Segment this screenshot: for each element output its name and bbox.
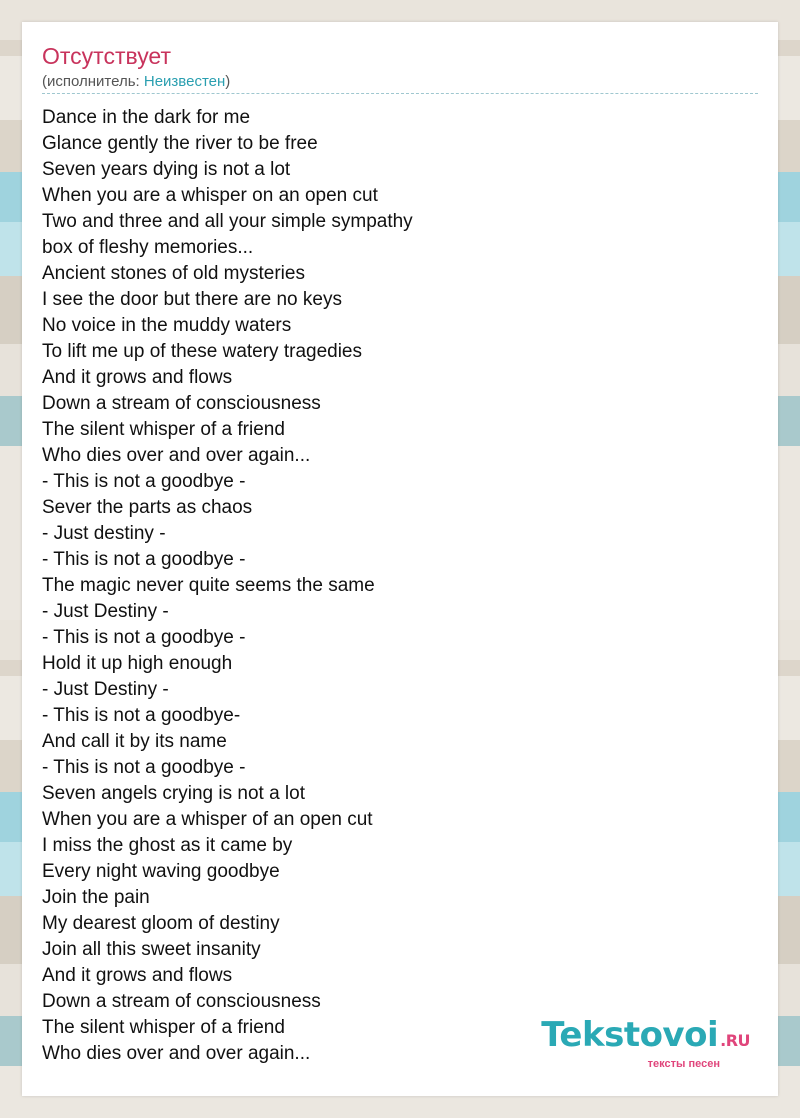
- lyric-line: Seven years dying is not a lot: [42, 159, 291, 180]
- lyric-line: I miss the ghost as it came by: [42, 835, 293, 856]
- artist-suffix: ): [225, 73, 231, 90]
- lyric-line: The silent whisper of a friend: [42, 1017, 285, 1038]
- lyric-line: When you are a whisper of an open cut: [42, 809, 373, 830]
- lyric-line: Down a stream of consciousness: [42, 393, 321, 414]
- lyric-line: - This is not a goodbye -: [42, 471, 246, 492]
- lyric-line: Glance gently the river to be free: [42, 133, 318, 154]
- lyric-line: - Just Destiny -: [42, 601, 169, 622]
- lyric-line: Hold it up high enough: [42, 653, 233, 674]
- lyric-line: - This is not a goodbye -: [42, 549, 246, 570]
- artist-link[interactable]: Неизвестен: [143, 73, 226, 90]
- lyric-line: I see the door but there are no keys: [42, 289, 342, 310]
- lyric-line: Down a stream of consciousness: [42, 991, 321, 1012]
- lyric-line: - This is not a goodbye -: [42, 627, 246, 648]
- logo-tld: .RU: [720, 1031, 750, 1050]
- lyric-line: And call it by its name: [42, 731, 227, 752]
- lyric-line: To lift me up of these watery tragedies: [42, 341, 362, 362]
- lyric-line: box of fleshy memories...: [42, 237, 254, 258]
- lyric-line: - This is not a goodbye -: [42, 757, 246, 778]
- lyric-line: No voice in the muddy waters: [42, 315, 292, 336]
- artist-line: [42, 72, 230, 92]
- lyric-line: - Just destiny -: [42, 523, 166, 544]
- lyric-line: Ancient stones of old mysteries: [42, 263, 305, 284]
- artist-prefix: (исполнитель:: [42, 73, 144, 90]
- lyric-line: Two and three and all your simple sympathy: [42, 211, 413, 232]
- lyric-line: Every night waving goodbye: [42, 861, 280, 882]
- lyric-line: Dance in the dark for me: [42, 107, 251, 128]
- logo-wordmark: [541, 1015, 750, 1058]
- lyric-line: When you are a whisper on an open cut: [42, 185, 378, 206]
- site-logo[interactable]: [541, 1015, 750, 1070]
- lyric-line: - This is not a goodbye-: [42, 705, 241, 726]
- song-title: Отсутствует: [42, 43, 171, 69]
- lyrics-sheet: [22, 22, 778, 1096]
- lyric-line: The magic never quite seems the same: [42, 575, 375, 596]
- logo-main-text: Tekstovoi: [541, 1015, 719, 1055]
- divider: [42, 93, 758, 94]
- lyric-line: Sever the parts as chaos: [42, 497, 253, 518]
- lyric-line: The silent whisper of a friend: [42, 419, 285, 440]
- lyric-line: - Just Destiny -: [42, 679, 169, 700]
- lyric-line: And it grows and flows: [42, 965, 233, 986]
- lyrics-list: [42, 105, 413, 1067]
- lyric-line: Who dies over and over again...: [42, 445, 311, 466]
- lyric-line: And it grows and flows: [42, 367, 233, 388]
- logo-subtitle: тексты песен: [647, 1058, 720, 1070]
- lyric-line: Who dies over and over again...: [42, 1043, 311, 1064]
- lyric-line: Join the pain: [42, 887, 150, 908]
- lyric-line: Seven angels crying is not a lot: [42, 783, 305, 804]
- lyric-line: My dearest gloom of destiny: [42, 913, 280, 934]
- lyric-line: Join all this sweet insanity: [42, 939, 261, 960]
